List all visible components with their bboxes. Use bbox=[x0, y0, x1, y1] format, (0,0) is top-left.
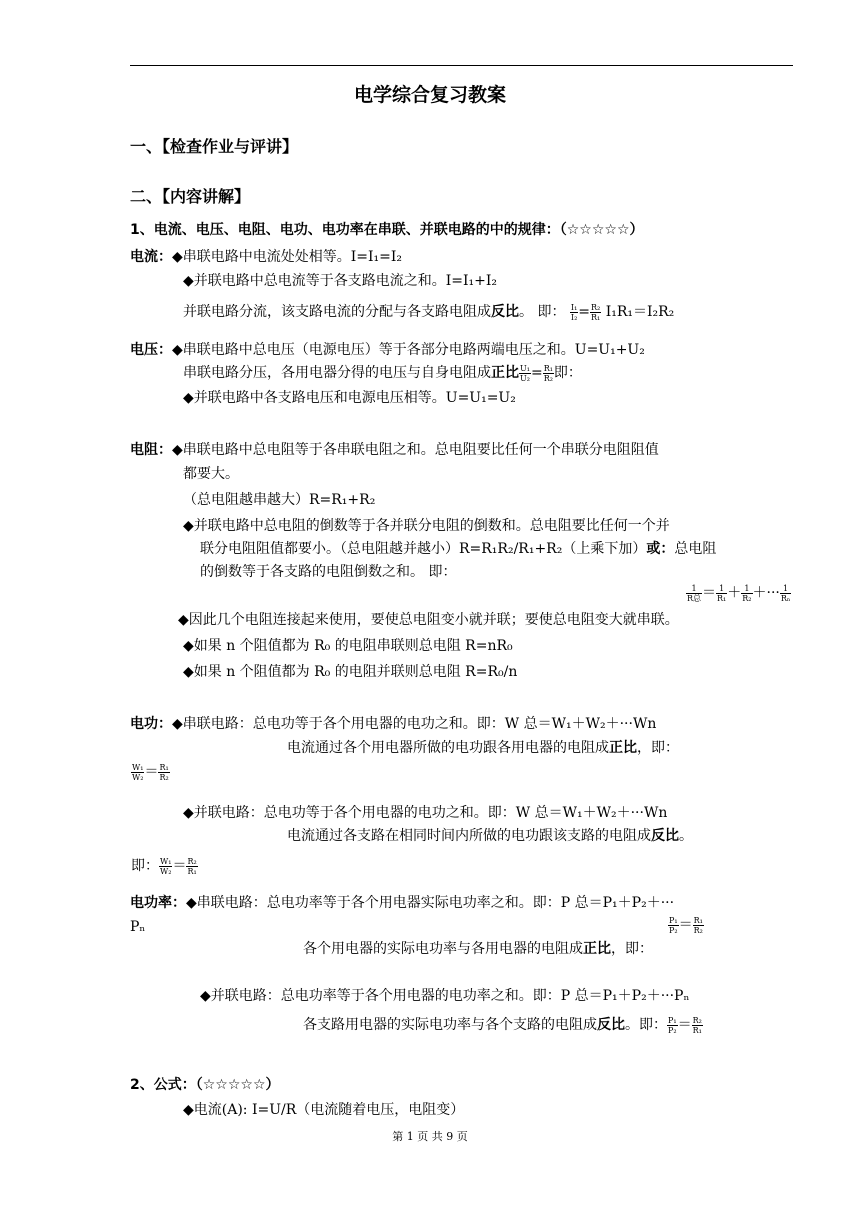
current-line-3-tail: I₁R₁＝I₂R₂ bbox=[601, 304, 675, 320]
voltage-block bbox=[130, 340, 645, 360]
current-line-1: ◆串联电路中电流处处相等。I=I₁=I₂ bbox=[172, 249, 403, 265]
resistance-line-5 bbox=[200, 539, 716, 559]
power-label: 电功率： bbox=[130, 895, 186, 911]
voltage-line-2 bbox=[183, 363, 582, 383]
power-block bbox=[130, 893, 674, 913]
work-line-5: 即： bbox=[131, 858, 159, 874]
work-direct-word: 正比 bbox=[609, 740, 637, 756]
power-line-2-post: ，即： bbox=[611, 941, 653, 957]
current-block bbox=[130, 247, 402, 267]
current-line-3 bbox=[183, 302, 674, 322]
fraction-r: $\frac{\text{R₁}}{\text{R₂}}$ bbox=[159, 762, 169, 782]
resistance-line-7: ◆因此几个电阻连接起来使用，要使总电阻变小就并联；要使总电阻变大就串联。 bbox=[178, 612, 679, 628]
resistance-line-5-post: 总电阻 bbox=[674, 541, 717, 557]
voltage-line-2-pre: 串联电路分压，各用电器分得的电压与自身电阻成 bbox=[183, 365, 491, 381]
current-fraction-r: $\frac{\text{R₂}}{\text{R₁}}$ bbox=[591, 302, 601, 322]
voltage-fraction-r: $\frac{\text{R₁}}{\text{R₂}}$ bbox=[543, 363, 553, 383]
current-eq: = bbox=[578, 304, 591, 320]
power-series-formula bbox=[668, 915, 704, 935]
item-2-heading: 2、公式：（☆☆☆☆☆） bbox=[130, 1077, 280, 1093]
fraction-w: $\frac{\text{W₁}}{\text{W₂}}$ bbox=[132, 762, 144, 782]
work-line-2-pre: 电流通过各个用电器所做的电功跟各用电器的电阻成 bbox=[287, 740, 609, 756]
power-line-2-pre: 各个用电器的实际电功率与各用电器的电阻成 bbox=[303, 941, 583, 957]
power-inverse-word: 反比 bbox=[597, 1017, 625, 1033]
voltage-direct-word: 正比 bbox=[491, 365, 519, 381]
power-eq: ＝ bbox=[678, 917, 693, 933]
power-line-4-post: 。即： bbox=[625, 1017, 667, 1033]
power-line-4 bbox=[303, 1015, 703, 1035]
work-label: 电功： bbox=[130, 716, 172, 732]
work-line-3: ◆并联电路：总电功等于各个用电器的电功之和。即：W 总＝W₁＋W₂＋···Wn bbox=[183, 805, 668, 821]
current-inverse-word: 反比 bbox=[491, 304, 519, 320]
work-series-formula bbox=[131, 762, 170, 782]
current-line-2: ◆并联电路中总电流等于各支路电流之和。I=I₁+I₂ bbox=[183, 273, 498, 289]
power-direct-word: 正比 bbox=[583, 941, 611, 957]
header-rule bbox=[130, 65, 793, 66]
work-parallel-formula bbox=[131, 856, 198, 876]
voltage-eq: = bbox=[530, 365, 543, 381]
voltage-label: 电压： bbox=[130, 342, 172, 358]
voltage-line-3: ◆并联电路中各支路电压和电源电压相等。U=U₁=U₂ bbox=[183, 390, 516, 406]
power-line-2 bbox=[303, 939, 653, 959]
current-fraction-i: $\frac{\text{I₁}}{\text{I₂}}$ bbox=[570, 302, 578, 322]
resistance-eq: ＝ bbox=[702, 585, 717, 601]
power-line-1b: Pₙ bbox=[130, 919, 146, 935]
current-line-3-post: 。 即： bbox=[519, 304, 566, 320]
resistance-dots: ＋··· bbox=[752, 585, 780, 601]
current-line-3-pre: 并联电路分流，该支路电流的分配与各支路电阻成 bbox=[183, 304, 491, 320]
work-line-1: ◆串联电路：总电功等于各个用电器的电功之和。即：W 总＝W₁＋W₂＋···Wn bbox=[172, 716, 657, 732]
voltage-fraction-u: $\frac{\text{U₁}}{\text{U₂}}$ bbox=[520, 363, 530, 383]
fraction-r1: $\frac{1}{\text{R₁}}$ bbox=[717, 583, 727, 603]
fraction-w-parallel: $\frac{\text{W₁}}{\text{W₂}}$ bbox=[160, 856, 172, 876]
item-1-heading: 1、电流、电压、电阻、电功、电功率在串联、并联电路的中的规律：（☆☆☆☆☆） bbox=[130, 222, 644, 238]
resistance-line-9: ◆如果 n 个阻值都为 R₀ 的电阻并联则总电阻 R=R₀/n bbox=[183, 664, 518, 680]
fraction-r-power: $\frac{\text{R₁}}{\text{R₂}}$ bbox=[693, 915, 703, 935]
voltage-line-2-post: 即： bbox=[553, 365, 582, 381]
resistance-parallel-formula bbox=[686, 583, 791, 603]
power-line-1: ◆串联电路：总电功率等于各个用电器实际电功率之和。即：P 总＝P₁＋P₂＋··· bbox=[186, 895, 675, 911]
resistance-line-1: ◆串联电路中总电阻等于各串联电阻之和。总电阻要比任何一个串联分电阻阻值 bbox=[172, 442, 659, 458]
work-line-2-post: ，即： bbox=[637, 740, 679, 756]
resistance-label: 电阻： bbox=[130, 442, 172, 458]
resistance-line-2: 都要大。 bbox=[183, 466, 239, 482]
section-homework: 一、【检查作业与评讲】 bbox=[130, 137, 299, 156]
work-inverse-word: 反比 bbox=[651, 828, 679, 844]
current-label: 电流： bbox=[130, 249, 172, 265]
fraction-r-power-parallel: $\frac{\text{R₂}}{\text{R₁}}$ bbox=[692, 1015, 702, 1035]
resistance-block bbox=[130, 440, 659, 460]
resistance-line-5-pre: 联分电阻阻值都要小。（总电阻越并越小）R=R₁R₂/R₁+R₂（上乘下加） bbox=[200, 541, 647, 557]
fraction-p-parallel: $\frac{\text{P₁}}{\text{P₂}}$ bbox=[668, 1015, 677, 1035]
resistance-line-3: （总电阻越串越大）R=R₁+R₂ bbox=[183, 492, 376, 508]
resistance-line-6: 的倒数等于各支路的电阻倒数之和。 即： bbox=[200, 564, 457, 580]
fraction-r-total: $\frac{1}{\text{R总}}$ bbox=[687, 583, 702, 603]
work-line-4 bbox=[287, 826, 693, 846]
formula-current: ◆电流(A): I=U/R（电流随着电压，电阻变） bbox=[183, 1102, 465, 1118]
work-line-2 bbox=[287, 738, 679, 758]
power-line-4-pre: 各支路用电器的实际电功率与各个支路的电阻成 bbox=[303, 1017, 597, 1033]
resistance-or-word: 或： bbox=[646, 541, 675, 557]
work-line-4-post: 。 bbox=[679, 828, 693, 844]
power-line-3: ◆并联电路：总电功率等于各个用电器的电功率之和。即：P 总＝P₁＋P₂＋···Pₙ bbox=[200, 988, 690, 1004]
work-block bbox=[130, 714, 656, 734]
work-line-4-pre: 电流通过各支路在相同时间内所做的电功跟该支路的电阻成 bbox=[287, 828, 651, 844]
resistance-plus: ＋ bbox=[727, 585, 742, 601]
section-content: 二、【内容讲解】 bbox=[130, 187, 251, 206]
work-eq-2: ＝ bbox=[172, 858, 187, 874]
fraction-p: $\frac{\text{P₁}}{\text{P₂}}$ bbox=[669, 915, 678, 935]
fraction-r2: $\frac{1}{\text{R₂}}$ bbox=[742, 583, 752, 603]
work-eq: ＝ bbox=[144, 764, 159, 780]
voltage-line-1: ◆串联电路中总电压（电源电压）等于各部分电路两端电压之和。U=U₁+U₂ bbox=[172, 342, 645, 358]
resistance-line-4: ◆并联电路中总电阻的倒数等于各并联分电阻的倒数和。总电阻要比任何一个并 bbox=[183, 518, 670, 534]
power-eq-2: ＝ bbox=[677, 1017, 692, 1033]
fraction-rn: $\frac{1}{\text{Rₙ}}$ bbox=[780, 583, 791, 603]
document-title: 电学综合复习教案 bbox=[353, 84, 506, 106]
resistance-line-8: ◆如果 n 个阻值都为 R₀ 的电阻串联则总电阻 R=nR₀ bbox=[183, 638, 513, 654]
fraction-r-parallel: $\frac{\text{R₂}}{\text{R₁}}$ bbox=[187, 856, 197, 876]
page-footer: 第 1 页 共 9 页 bbox=[392, 1130, 468, 1143]
